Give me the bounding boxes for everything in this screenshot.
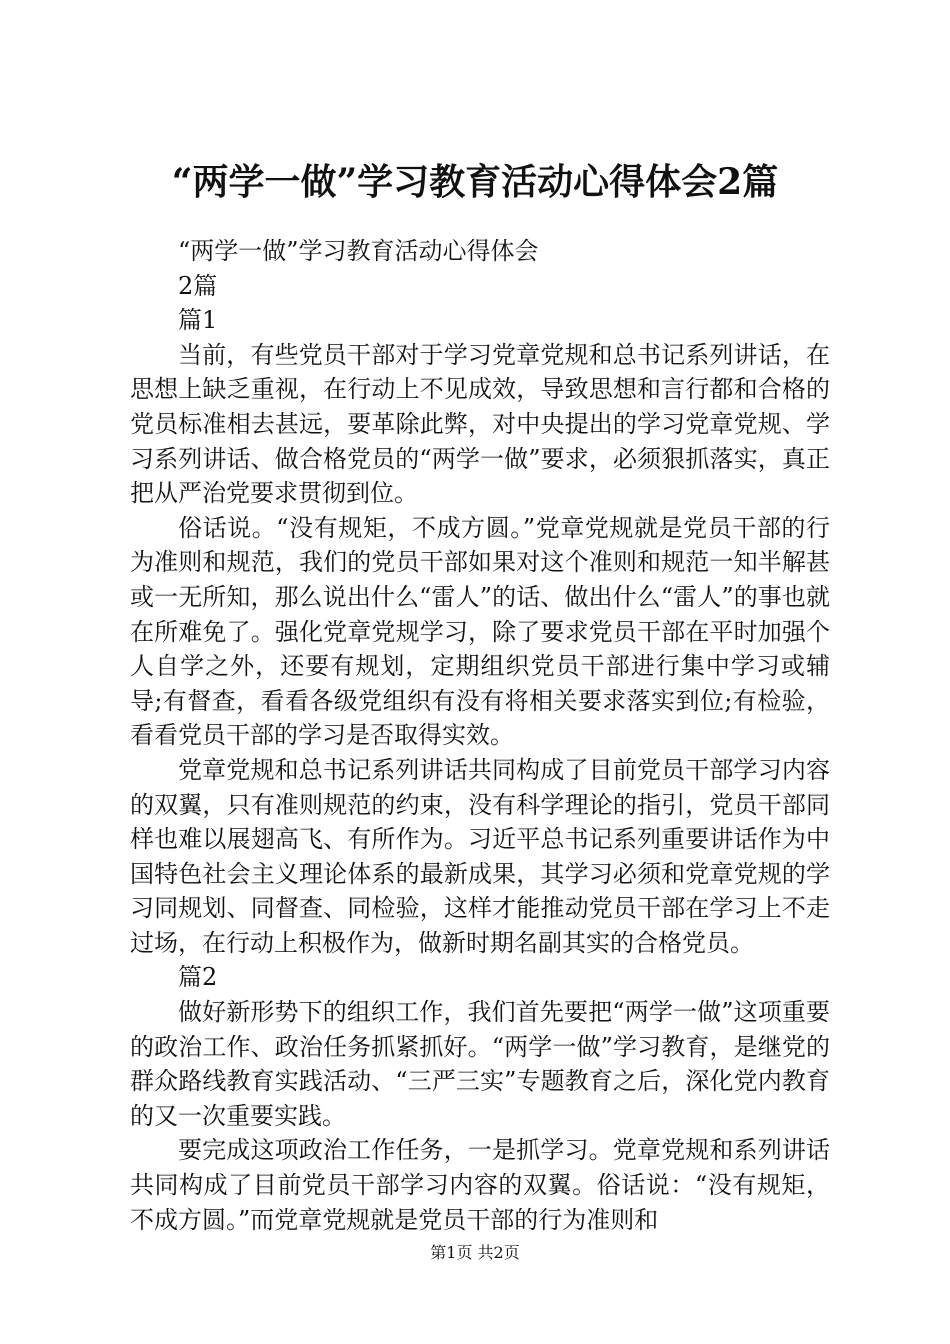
- paragraph: 党章党规和总书记系列讲话共同构成了目前党员干部学习内容的双翼，只有准则规范的约束，没有科学理论的指引，党员干部同样也难以展翅高飞、有所作为。习近平总书记系列重要讲话作为中国特色社会主义理论体系的最新成果，其学习必须和党章党规的学习同规划、同督查、同检验，这样才能推动党员干部在学习上不走过场，在行动上积极作为，做新时期名副其实的合格党员。: [130, 755, 830, 957]
- paragraph: 做好新形势下的组织工作，我们首先要把“两学一做”这项重要的政治工作、政治任务抓紧抓好。“两学一做”学习教育，是继党的群众路线教育实践活动、“三严三实”专题教育之后，深化党内教育的又一次重要实践。: [130, 998, 830, 1130]
- document-body: [130, 234, 830, 1237]
- paragraph: 要完成这项政治工作任务，一是抓学习。党章党规和系列讲话共同构成了目前党员干部学习内容的双翼。俗话说：“没有规矩，不成方圆。”而党章党规就是党员干部的行为准则和: [130, 1136, 830, 1234]
- paragraph: 俗话说。“没有规矩，不成方圆。”党章党规就是党员干部的行为准则和规范，我们的党员干部如果对这个准则和规范一知半解甚或一无所知，那么说出什么“雷人”的话、做出什么“雷人”的事也就在所难免了。强化党章党规学习，除了要求党员干部在平时加强个人自学之外，还要有规划，定期组织党员干部进行集中学习或辅导;有督查，看看各级党组织有没有将相关要求落实到位;有检验，看看党员干部的学习是否取得实效。: [130, 513, 830, 750]
- section-1-label: 篇1: [178, 306, 218, 335]
- subtitle-line-1: “两学一做”学习教育活动心得体会: [178, 237, 539, 265]
- paragraph: 当前，有些党员干部对于学习党章党规和总书记系列讲话，在思想上缺乏重视，在行动上不见成效，导致思想和言行都和合格的党员标准相去甚远，要革除此弊，对中央提出的学习党章党规、学习系列讲话、做合格党员的“两学一做”要求，必须狠抓落实，真正把从严治党要求贯彻到位。: [130, 340, 830, 508]
- page-footer: 第1页 共2页: [430, 1243, 520, 1262]
- section-2-label: 篇2: [178, 963, 218, 992]
- document-title: “两学一做”学习教育活动心得体会2篇: [171, 161, 779, 203]
- subtitle-line-2: 2篇: [178, 271, 218, 300]
